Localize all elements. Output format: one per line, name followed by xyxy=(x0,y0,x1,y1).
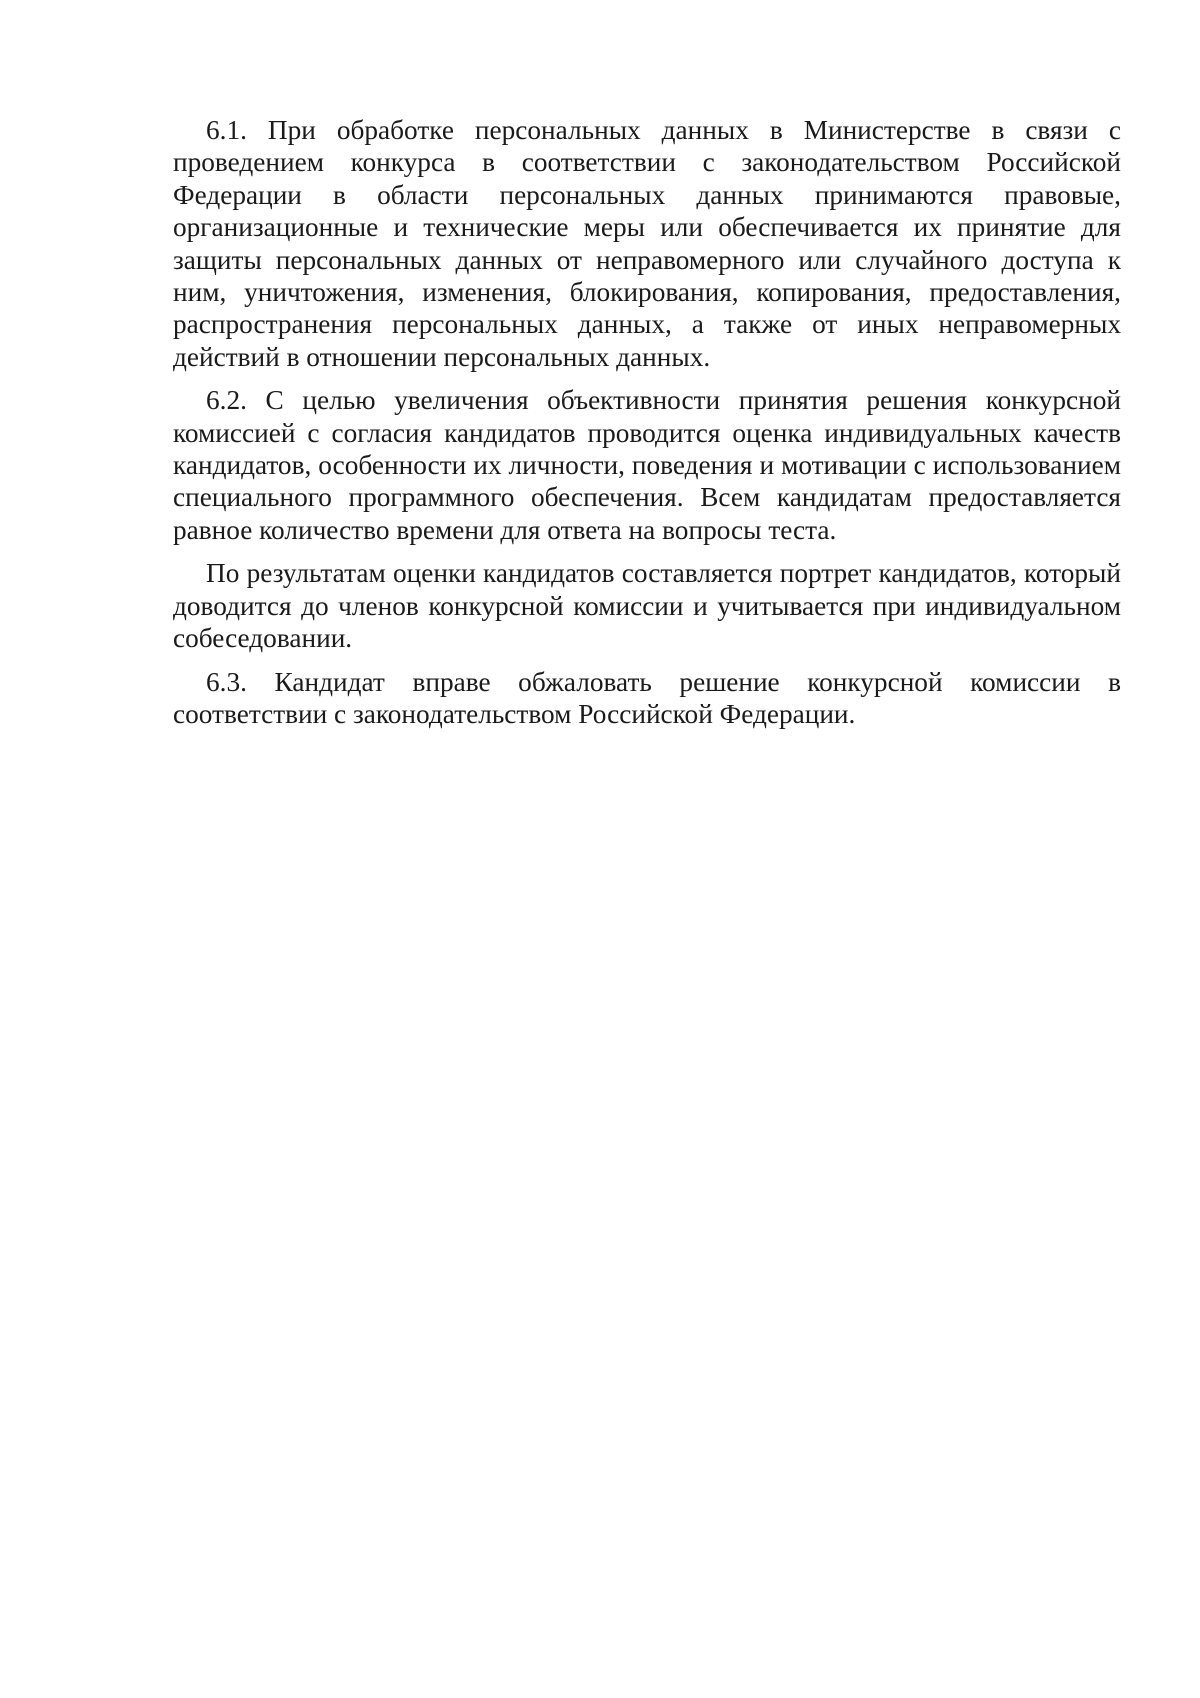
document-body xyxy=(173,114,1121,741)
paragraph-6-3: 6.3. Кандидат вправе обжаловать решение конкурсной комиссии в соответствии с законодательством Российской Федерации. xyxy=(173,666,1121,729)
paragraph-assessment-results: По результатам оценки кандидатов составляется портрет кандидатов, который доводится до членов конкурсной комиссии и учитывается при индивидуальном собеседовании. xyxy=(173,558,1121,654)
paragraph-6-2: 6.2. С целью увеличения объективности принятия решения конкурсной комиссией с согласия кандидатов проводится оценка индивидуальных качеств кандидатов, особенности их личности, поведения и мотивации с использованием специального программного обеспечения. Всем кандидатам предоставляется равное количество времени для ответа на вопросы теста. xyxy=(173,385,1121,545)
paragraph-6-1: 6.1. При обработке персональных данных в Министерстве в связи с проведением конкурса в соответствии с законодательством Российской Федерации в области персональных данных принимаются правовые, организационные и технические меры или обеспечивается их принятие для защиты персональных данных от неправомерного или случайного доступа к ним, уничтожения, изменения, блокирования, копирования, предоставления, распространения персональных данных, а также от иных неправомерных действий в отношении персональных данных. xyxy=(173,115,1121,372)
